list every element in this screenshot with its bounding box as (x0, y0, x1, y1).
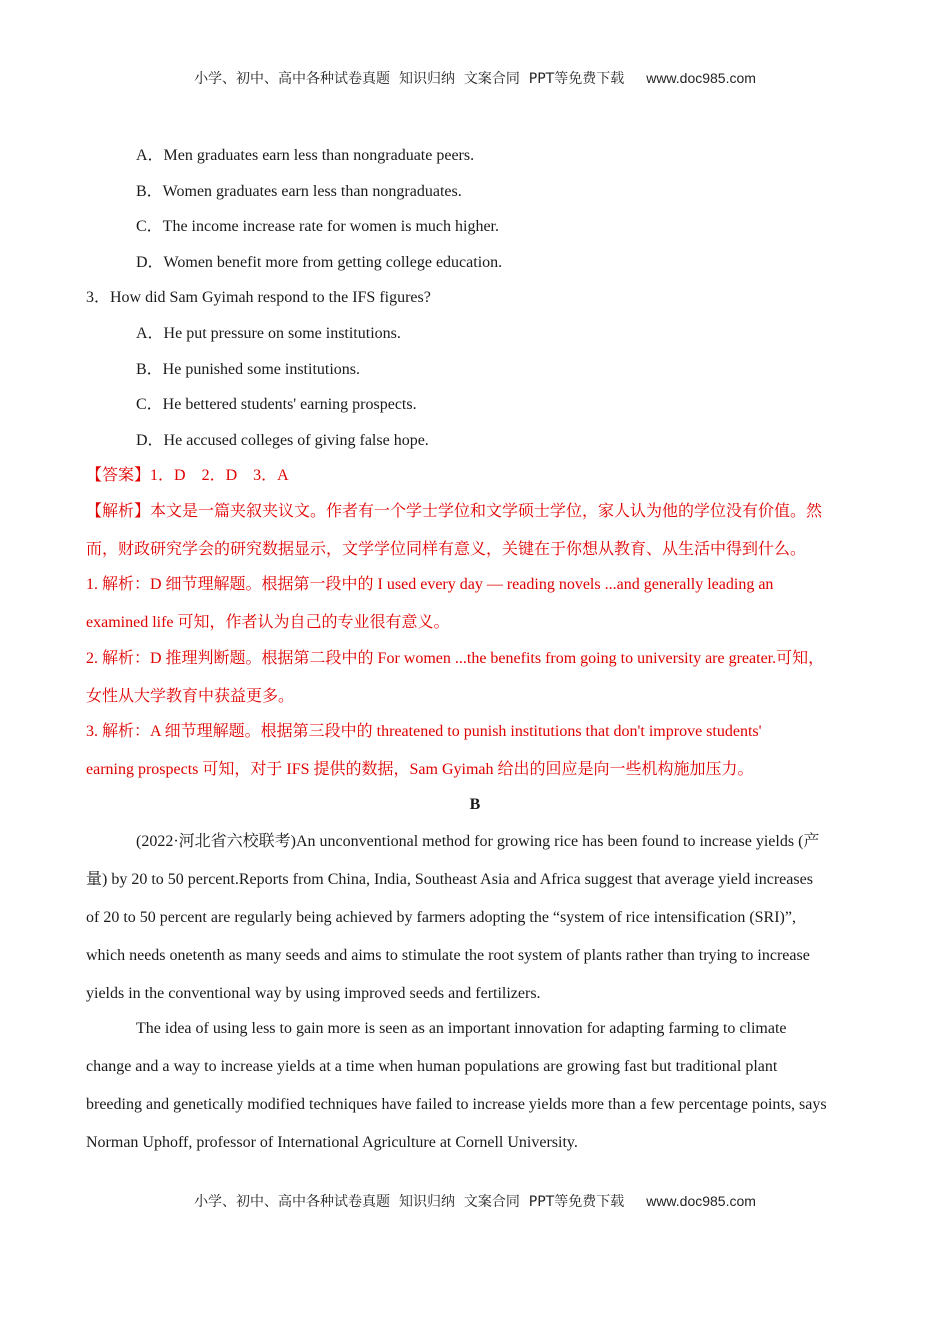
analysis-line-5: 2. 解析：D 推理判断题。根据第二段中的 For women ...the benefits from going to university are greater.可知， (86, 650, 825, 667)
analysis-line-3: 1. 解析：D 细节理解题。根据第一段中的 I used every day — reading novels ...and generally leading an (86, 576, 774, 593)
analysis-summary: 本文是一篇夹叙夹议文。作者有一个学士学位和文学硕士学位，家人认为他的学位没有价值。然 (150, 503, 823, 520)
q3-option-b: B．He punished some institutions. (136, 361, 361, 378)
analysis-line-2: 而，财政研究学会的研究数据显示，文学学位同样有意义，关键在于你想从教育、从生活中得到什么。 (86, 541, 807, 558)
q2-option-b: B．Women graduates earn less than nongraduates. (136, 183, 462, 200)
analysis-line-1 (86, 502, 822, 522)
analysis-line-7: 3. 解析：A 细节理解题。根据第三段中的 threatened to punish institutions that don't improve students' (86, 723, 762, 740)
p2-line-4: Norman Uphoff, professor of International Agriculture at Cornell University. (86, 1134, 578, 1151)
answer-line (86, 466, 289, 486)
q3-option-a: A．He put pressure on some institutions. (136, 325, 401, 342)
analysis-line-6: 女性从大学教育中获益更多。 (86, 688, 295, 705)
answer-label: 【答案】 (86, 467, 151, 484)
p1-line-5: yields in the conventional way by using improved seeds and fertilizers. (86, 985, 541, 1002)
q2-option-c: C．The income increase rate for women is much higher. (136, 218, 499, 235)
analysis-line-4: examined life 可知，作者认为自己的专业很有意义。 (86, 614, 450, 631)
page-footer (0, 1191, 950, 1211)
p2-line-2: change and a way to increase yields at a time when human populations are growing fast but traditional plant (86, 1058, 778, 1075)
q3-stem: 3．How did Sam Gyimah respond to the IFS figures? (86, 289, 431, 306)
page-header (0, 68, 950, 88)
answer-text: 1．D 2．D 3．A (150, 467, 289, 484)
p1-line-4: which needs onetenth as many seeds and aims to stimulate the root system of plants rather than trying to increase (86, 947, 810, 964)
p1-line-1: (2022·河北省六校联考)An unconventional method for growing rice has been found to increase yields (产 (136, 833, 820, 850)
p1-line-3: of 20 to 50 percent are regularly being achieved by farmers adopting the “system of rice intensification (SRI)”, (86, 909, 796, 926)
p2-line-1: The idea of using less to gain more is seen as an important innovation for adapting farming to climate (136, 1020, 787, 1037)
analysis-label: 【解析】 (86, 503, 151, 520)
q2-option-a: A．Men graduates earn less than nongraduate peers. (136, 147, 475, 164)
header-site: www.doc985.com (646, 70, 756, 86)
section-b-title: B (469, 796, 481, 813)
q2-option-d: D．Women benefit more from getting college education. (136, 254, 503, 271)
header-text: 小学、初中、高中各种试卷真题 知识归纳 文案合同 PPT等免费下载 (194, 71, 625, 87)
analysis-line-8: earning prospects 可知，对于 IFS 提供的数据，Sam Gyimah 给出的回应是向一些机构施加压力。 (86, 761, 754, 778)
footer-text: 小学、初中、高中各种试卷真题 知识归纳 文案合同 PPT等免费下载 (194, 1194, 625, 1210)
p1-line-2: 量) by 20 to 50 percent.Reports from China, India, Southeast Asia and Africa suggest that average yield increases (86, 871, 813, 888)
footer-site: www.doc985.com (646, 1193, 756, 1209)
q3-option-d: D．He accused colleges of giving false hope. (136, 432, 429, 449)
q3-option-c: C．He bettered students' earning prospects. (136, 396, 417, 413)
p2-line-3: breeding and genetically modified techniques have failed to increase yields more than a few percentage points, says (86, 1096, 827, 1113)
